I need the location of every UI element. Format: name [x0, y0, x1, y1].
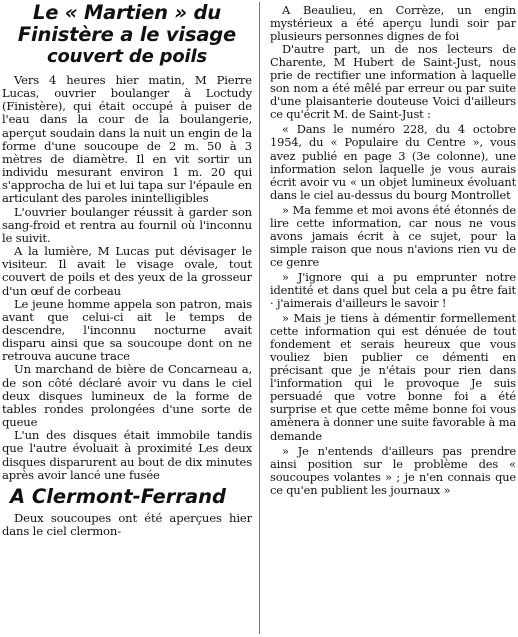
article-paragraph: Un marchand de bière de Concarneau a, de son côté déclaré avoir vu dans le ciel deux disques lumineux de la forme de tables rondes prolongées d'une sorte de queue — [2, 362, 252, 430]
article-paragraph: Deux soucoupes ont été aperçues hier dans le ciel clermon- — [2, 510, 252, 538]
article-paragraph: Vers 4 heures hier matin, M Pierre Lucas, ouvrier boulanger à Loctudy (Finistère), qui était occupé à puiser de l'eau dans la cour de la boulangerie, aperçut soudain dans la nuit un engin de la forme d'une soucoupe de 2 m. 50 à 3 mètres de diamètre. Il en vit sortir un individu mesurant environ 1 m. 20 qui s'approcha de lui et lui tapa sur l'épaule en articulant des paroles inintelligibles — [2, 73, 252, 206]
article-paragraph: L'un des disques était immobile tandis que l'autre évoluait à proximité Les deux disques disparurent au bout de dix minutes après avoir lancé une fusée — [2, 428, 252, 482]
column-divider — [259, 2, 260, 634]
headline — [2, 2, 252, 68]
article-paragraph: D'autre part, un de nos lecteurs de Charente, M Hubert de Saint-Just, nous prie de rectifier une information à laquelle son nom a été mêlé par erreur ou par suite d'une plaisanterie douteuse Voici d'ailleurs ce qu'écrit M. de Saint-Just : — [270, 42, 516, 122]
headline-line-1: Le « Martien » du — [33, 1, 221, 24]
article-paragraph: A Beaulieu, en Corrèze, un engin mystérieux a été aperçu lundi soir par plusieurs personnes dignes de foi — [270, 3, 516, 44]
letter-paragraph: » J'ignore qui a pu emprunter notre identité et dans quel but cela a pu être fait · j'aimerais d'ailleurs le savoir ! — [270, 269, 516, 311]
headline-line-3: couvert de poils — [46, 46, 207, 67]
letter-paragraph: » Mais je tiens à démentir formellement cette information qui est dénuée de tout fondement et serais heureux que vous vouliez bien publier ce démenti en précisant que je n'étais pour rien dans l'information qui le provoque Je suis persuadé que votre bonne foi a été surprise et que cette même bonne foi vous amènera à donner une suite favorable à ma demande — [270, 311, 516, 443]
article-paragraph: Le jeune homme appela son patron, mais avant que celui-ci ait le temps de descendre, l'inconnu nocturne avait disparu ainsi que sa soucoupe dont on ne retrouva aucune trace — [2, 296, 252, 364]
article-paragraph: A la lumière, M Lucas put dévisager le visiteur. Il avait le visage ovale, tout couvert de poils et des yeux de la grosseur d'un œuf de corbeau — [2, 244, 252, 298]
letter-paragraph: » Je n'entends d'ailleurs pas prendre ainsi position sur le problème des « soucoupes volantes » ; je n'en connais que ce qu'en publient les journaux » — [270, 443, 516, 497]
letter-paragraph: » Ma femme et moi avons été étonnés de lire cette information, car nous ne vous avons jamais écrit à ce sujet, pour la simple raison que nous n'avions rien vu de ce genre — [270, 202, 516, 269]
right-column — [270, 0, 516, 637]
article-paragraph: L'ouvrier boulanger réussit à garder son sang-froid et rentra au fournil où l'inconnu le suivit. — [2, 204, 252, 245]
letter-paragraph: « Dans le numéro 228, du 4 octobre 1954, du « Populaire du Centre », vous avez publié en page 3 (3e colonne), une information selon laquelle je vous aurais écrit avoir vu « un objet lumineux évoluant dans le ciel au-dessus du bourg Montrollet — [270, 122, 516, 202]
subheading: A Clermont-Ferrand — [10, 484, 226, 508]
headline-line-2: Finistère a le visage — [17, 23, 237, 46]
left-column — [2, 0, 252, 637]
